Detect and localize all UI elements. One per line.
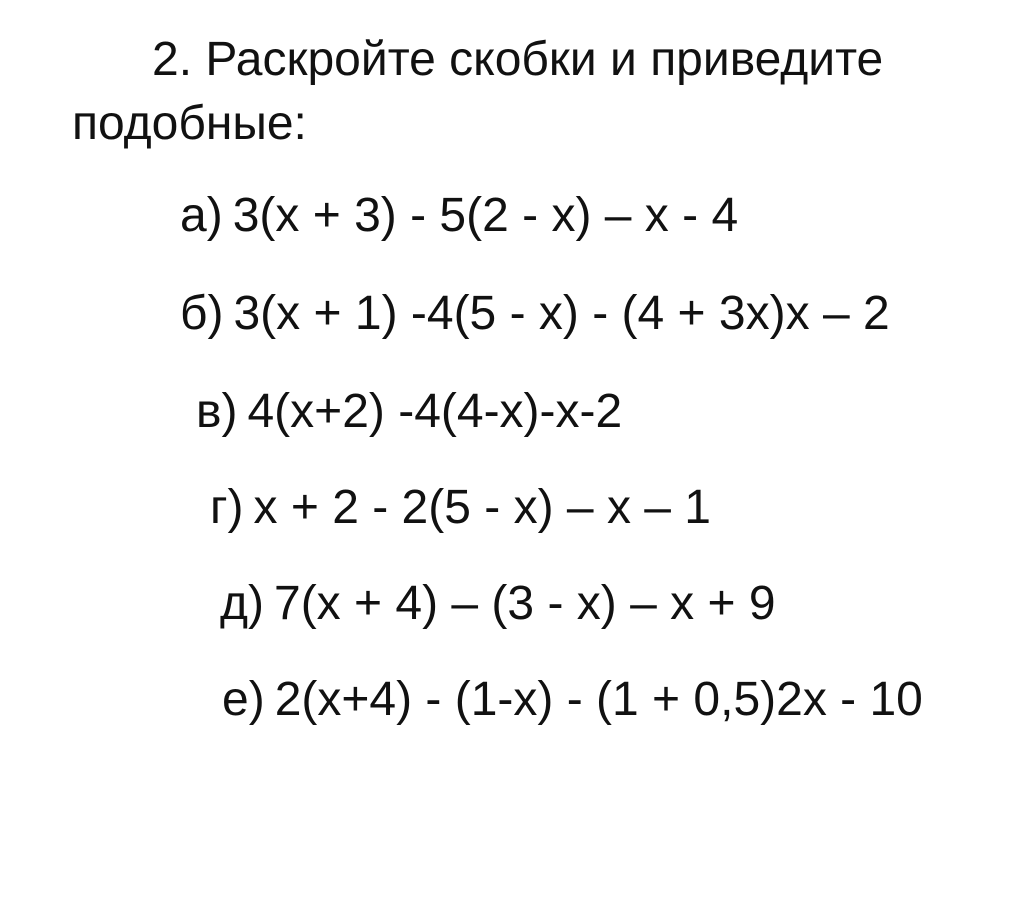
exercise-expression: x + 2 - 2(5 - x) – x – 1 xyxy=(253,481,711,534)
exercise-item-a xyxy=(180,188,738,244)
task-title-line2: подобные: xyxy=(72,97,307,150)
exercise-expression: 3(x + 1) -4(5 - x) - (4 + 3x)x – 2 xyxy=(233,287,890,340)
exercise-label: а) xyxy=(180,189,223,242)
exercise-expression: 2(x+4) - (1-x) - (1 + 0,5)2x - 10 xyxy=(274,673,923,726)
exercise-item-g xyxy=(210,480,711,536)
exercise-expression: 3(x + 3) - 5(2 - x) – x - 4 xyxy=(232,189,739,242)
exercise-item-d xyxy=(220,576,776,632)
exercise-label: е) xyxy=(222,673,265,726)
exercise-label: г) xyxy=(210,481,244,534)
exercise-expression: 7(x + 4) – (3 - x) – x + 9 xyxy=(274,577,776,630)
exercise-item-v xyxy=(196,384,622,440)
exercise-expression: 4(x+2) -4(4-x)-x-2 xyxy=(247,385,623,438)
exercise-label: д) xyxy=(220,577,264,630)
task-heading xyxy=(72,28,972,156)
exercise-label: б) xyxy=(180,287,224,340)
exercise-label: в) xyxy=(196,385,238,438)
exercise-item-e xyxy=(222,672,923,728)
exercise-item-b xyxy=(180,286,890,342)
task-title-line1: 2. Раскройте скобки и приведите xyxy=(152,33,884,86)
